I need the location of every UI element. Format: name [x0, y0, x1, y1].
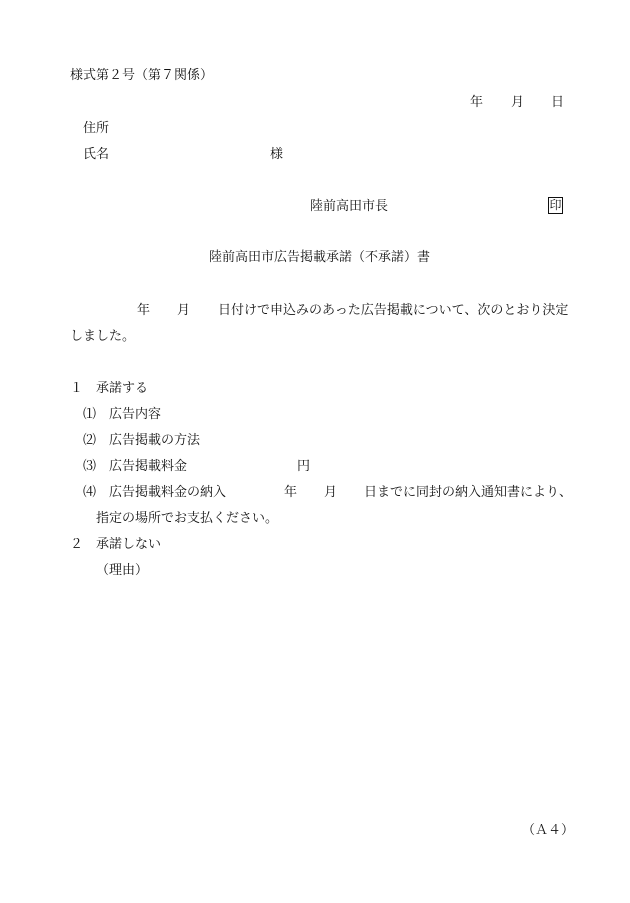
section2-heading: ２ 承諾しない: [70, 537, 162, 552]
body-month-label: 月: [177, 303, 191, 318]
sender-title: 陸前高田市長: [310, 199, 389, 214]
section1-item4-continuation: 指定の場所でお支払ください。: [96, 511, 279, 526]
section1-item3-unit: 円: [297, 459, 311, 474]
section1-item3: ⑶ 広告掲載料金: [83, 459, 188, 474]
section1-item1: ⑴ 広告内容: [83, 407, 162, 422]
paper-size-label: （Ａ４）: [522, 823, 575, 838]
date-year-label: 年: [470, 95, 484, 110]
body-text-line1: 日付けで申込みのあった広告掲載について、次のとおり決定: [218, 303, 569, 318]
honorific: 様: [270, 147, 284, 162]
section2-reason: （理由）: [96, 563, 149, 578]
name-label: 氏名: [83, 147, 110, 162]
date-month-label: 月: [511, 95, 525, 110]
section1-item2: ⑵ 広告掲載の方法: [83, 433, 201, 448]
form-number: 様式第２号（第７関係）: [70, 68, 214, 83]
date-day-label: 日: [551, 95, 565, 110]
section1-item4-year: 年: [284, 485, 298, 500]
section1-heading: １ 承諾する: [70, 381, 149, 396]
address-label: 住所: [83, 121, 110, 136]
document-title: 陸前高田市広告掲載承諾（不承諾）書: [209, 250, 431, 265]
seal-stamp: [548, 197, 563, 214]
section1-item4-rest: 日までに同封の納入通知書により、: [364, 485, 573, 500]
body-text-line2: しました。: [70, 329, 136, 344]
body-year-label: 年: [137, 303, 151, 318]
section1-item4-month: 月: [324, 485, 338, 500]
seal-label: 印: [549, 198, 562, 212]
section1-item4: ⑷ 広告掲載料金の納入: [83, 485, 227, 500]
